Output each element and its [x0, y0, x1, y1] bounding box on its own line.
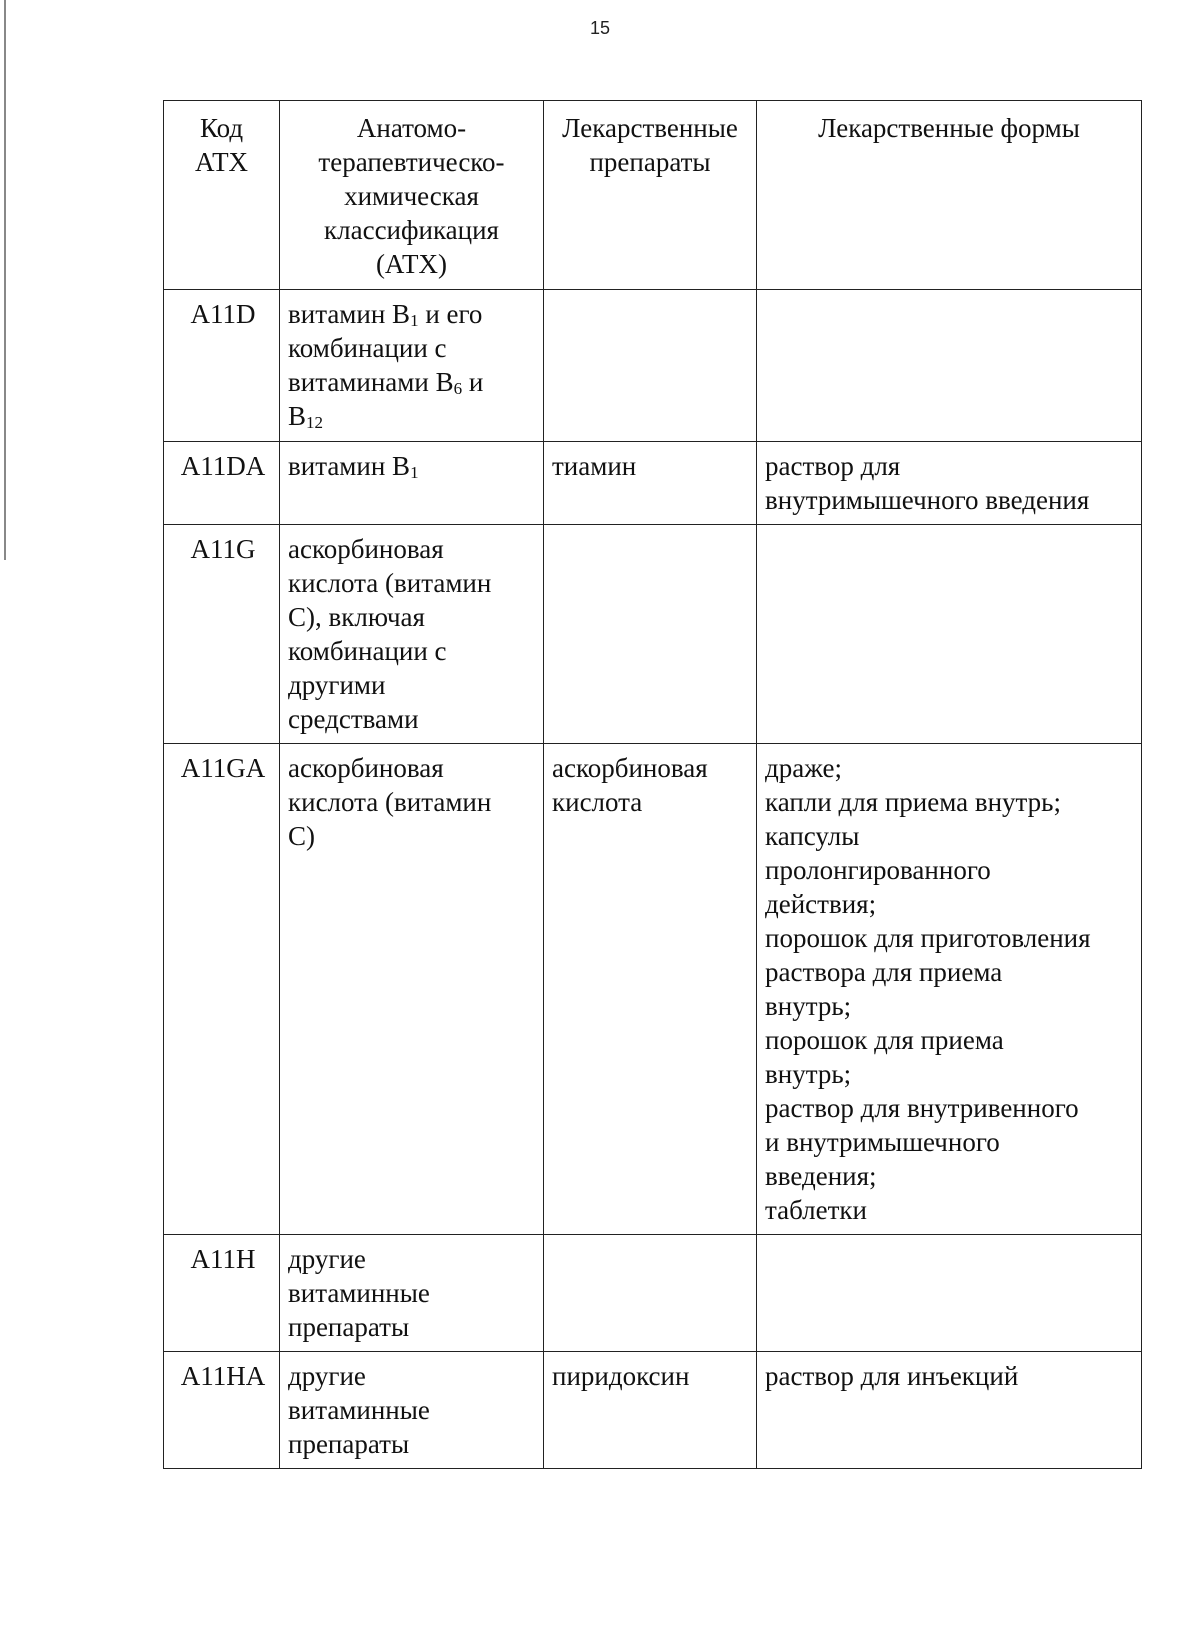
- classification-line: [288, 297, 538, 331]
- classification-cell: [280, 442, 544, 525]
- classification-line: [288, 331, 538, 365]
- classification-text: кислота (витамин: [288, 568, 492, 598]
- classification-line: [288, 532, 538, 566]
- drug-name: тиамин: [552, 451, 637, 481]
- atx-code-cell: A11D: [164, 290, 280, 442]
- dosage-form-line: раствор для инъекций: [765, 1361, 1019, 1391]
- classification-cell: [280, 290, 544, 442]
- classification-text: препараты: [288, 1312, 410, 1342]
- header-drugs: Лекарственные препараты: [544, 101, 757, 290]
- drug-cell: [544, 525, 757, 744]
- table-body: [164, 290, 1142, 1469]
- dosage-form-cell: [757, 290, 1142, 442]
- classification-text: и: [462, 367, 484, 397]
- dosage-form-line: введения;: [765, 1161, 877, 1191]
- classification-text: комбинации с: [288, 333, 447, 363]
- classification-line: [288, 399, 538, 433]
- dosage-form-line: драже;: [765, 753, 843, 783]
- drug-cell: [544, 442, 757, 525]
- dosage-form-cell: [757, 442, 1142, 525]
- dosage-form-line: порошок для приема: [765, 1025, 1004, 1055]
- vitamin-subscript: 1: [410, 463, 419, 482]
- dosage-form-line: таблетки: [765, 1195, 868, 1225]
- classification-text: витаминами B: [288, 367, 454, 397]
- classification-line: [288, 1276, 538, 1310]
- atx-table: [163, 100, 1142, 1469]
- classification-text: комбинации с: [288, 636, 447, 666]
- table-header-row: [164, 101, 1142, 290]
- classification-text: другие: [288, 1361, 366, 1391]
- dosage-form-line: действия;: [765, 889, 877, 919]
- vitamin-subscript: 12: [306, 413, 324, 432]
- atx-code-cell: A11H: [164, 1235, 280, 1352]
- header-forms: Лекарственные формы: [757, 101, 1142, 290]
- dosage-form-line: раствор для внутривенного: [765, 1093, 1079, 1123]
- dosage-form-line: раствор для: [765, 451, 901, 481]
- table-row: [164, 442, 1142, 525]
- classification-text: кислота (витамин: [288, 787, 492, 817]
- classification-text: витаминные: [288, 1278, 430, 1308]
- dosage-form-cell: [757, 744, 1142, 1235]
- header-code: Код АТХ: [164, 101, 280, 290]
- table-row: [164, 290, 1142, 442]
- classification-line: [288, 634, 538, 668]
- classification-text: витаминные: [288, 1395, 430, 1425]
- classification-line: [288, 1310, 538, 1344]
- drug-cell: [544, 744, 757, 1235]
- dosage-form-line: внутрь;: [765, 1059, 852, 1089]
- classification-cell: [280, 744, 544, 1235]
- classification-text: аскорбиновая: [288, 753, 444, 783]
- dosage-form-line: внутримышечного введения: [765, 485, 1090, 515]
- classification-line: [288, 1359, 538, 1393]
- classification-line: [288, 819, 538, 853]
- classification-text: препараты: [288, 1429, 410, 1459]
- atx-code-cell: A11GA: [164, 744, 280, 1235]
- dosage-form-line: капли для приема внутрь;: [765, 787, 1061, 817]
- classification-line: [288, 365, 538, 399]
- classification-cell: [280, 1235, 544, 1352]
- classification-line: [288, 1242, 538, 1276]
- classification-text: средствами: [288, 704, 419, 734]
- dosage-form-line: раствора для приема: [765, 957, 1003, 987]
- classification-line: [288, 1427, 538, 1461]
- atx-code-cell: A11DA: [164, 442, 280, 525]
- drug-name: кислота: [552, 787, 643, 817]
- classification-text: и его: [418, 299, 483, 329]
- vitamin-subscript: 1: [410, 311, 419, 330]
- header-classification: Анатомо- терапевтическо- химическая классификация (АТХ): [280, 101, 544, 290]
- dosage-form-line: и внутримышечного: [765, 1127, 1000, 1157]
- dosage-form-cell: [757, 1235, 1142, 1352]
- drug-cell: [544, 1235, 757, 1352]
- classification-text: другими: [288, 670, 386, 700]
- vitamin-subscript: 6: [453, 379, 463, 398]
- classification-cell: [280, 525, 544, 744]
- classification-line: [288, 668, 538, 702]
- dosage-form-line: внутрь;: [765, 991, 852, 1021]
- dosage-form-line: капсулы: [765, 821, 860, 851]
- classification-line: [288, 566, 538, 600]
- classification-text: B: [288, 401, 307, 431]
- classification-line: [288, 785, 538, 819]
- classification-line: [288, 751, 538, 785]
- atx-code-cell: A11G: [164, 525, 280, 744]
- table-row: [164, 744, 1142, 1235]
- page-number: 15: [589, 18, 611, 38]
- drug-cell: [544, 1352, 757, 1469]
- table-row: [164, 1235, 1142, 1352]
- table-row: [164, 1352, 1142, 1469]
- classification-text: аскорбиновая: [288, 534, 444, 564]
- scan-edge-line: [4, 0, 6, 560]
- classification-line: [288, 600, 538, 634]
- classification-text: C): [288, 821, 315, 851]
- classification-text: C), включая: [288, 602, 425, 632]
- classification-line: [288, 702, 538, 736]
- classification-text: витамин B: [288, 299, 411, 329]
- drug-name: аскорбиновая: [552, 753, 708, 783]
- classification-line: [288, 1393, 538, 1427]
- atx-code-cell: A11HA: [164, 1352, 280, 1469]
- classification-cell: [280, 1352, 544, 1469]
- drug-name: пиридоксин: [552, 1361, 690, 1391]
- classification-text: витамин B: [288, 451, 411, 481]
- dosage-form-cell: [757, 525, 1142, 744]
- classification-line: [288, 449, 538, 483]
- table-row: [164, 525, 1142, 744]
- dosage-form-line: порошок для приготовления: [765, 923, 1091, 953]
- dosage-form-cell: [757, 1352, 1142, 1469]
- classification-text: другие: [288, 1244, 366, 1274]
- drug-cell: [544, 290, 757, 442]
- dosage-form-line: пролонгированного: [765, 855, 991, 885]
